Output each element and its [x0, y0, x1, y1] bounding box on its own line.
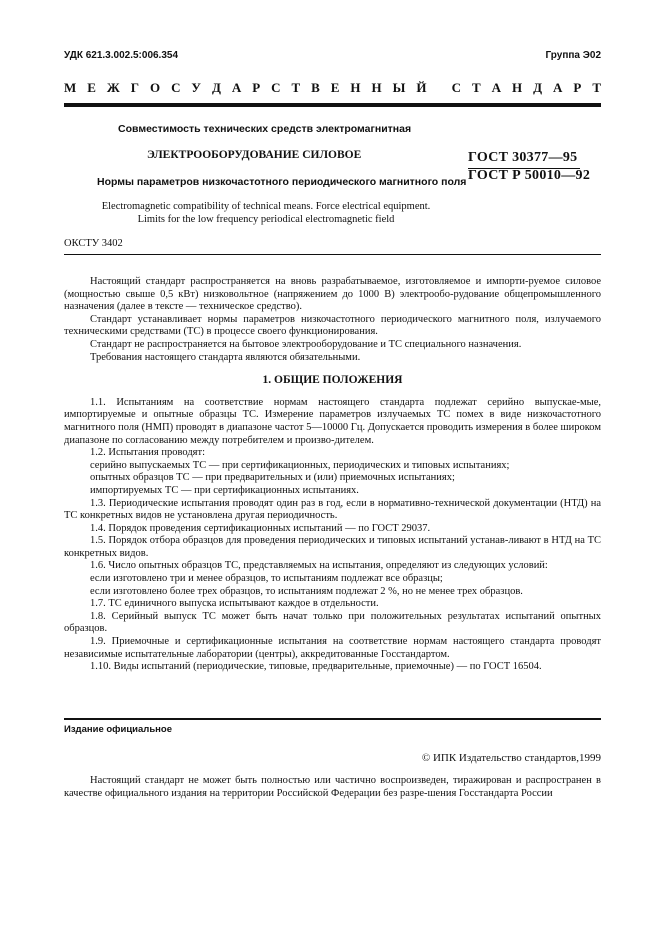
banner-letter: Е [87, 80, 96, 95]
clause-paragraph: импортируемых ТС — при сертификационных испытаниях. [90, 484, 359, 496]
gost-number-2: ГОСТ Р 50010—92 [468, 168, 591, 183]
banner-letter: А [231, 80, 242, 95]
intro-paragraph: Требования настоящего стандарта являются обязательными. [90, 351, 361, 363]
banner-letter: А [553, 80, 563, 95]
gost-number-1: ГОСТ 30377—95 [468, 150, 578, 165]
banner-letter: О [149, 80, 161, 95]
banner-letter: У [191, 80, 201, 95]
english-title-1: Electromagnetic compatibility of technical means. Force electrical equipment. [101, 201, 431, 212]
banner-letter [437, 80, 440, 96]
title-line-2: ЭЛЕКТРООБОРУДОВАНИЕ СИЛОВОЕ [147, 149, 362, 161]
banner-letter: Н [350, 80, 361, 95]
intro-paragraph: Настоящий стандарт распространяется на вновь разрабатываемое, изготовляемое и импорти-руемое силовое (мощностью свыше 0,5 кВт) низковольтное (напряжением до 1000 В) электрообо-рудование общепромышленного назначения (далее в тексте — техническое средство). [64, 276, 601, 313]
banner-letter: Д [533, 80, 543, 95]
copyright-line: © ИПК Издательство стандартов,1999 [421, 752, 601, 764]
banner-letter: Н [371, 80, 382, 95]
banner-letter: М [64, 80, 77, 95]
clause-paragraph: 1.9. Приемочные и сертификационные испытания на соответствие нормам настоящего стандарта проводят независимые испытательные лаборатории (центры), аккредитованные Госстандартом. [64, 636, 601, 660]
clause-paragraph: если изготовлено более трех образцов, то испытаниям подлежат 2 %, но не менее трех образцов. [90, 585, 523, 597]
title-line-1: Совместимость технических средств электромагнитная [118, 123, 412, 135]
banner-letter: С [271, 80, 281, 95]
interstate-standard-banner [64, 80, 601, 96]
banner-letter: С [171, 80, 181, 95]
clause-paragraph: 1.5. Порядок отбора образцов для проведения периодических и типовых испытаний устанав-ливают в НТД на ТС конкретных видов. [64, 535, 601, 559]
banner-letter: Р [252, 80, 261, 95]
header-rule [64, 103, 601, 107]
clause-paragraph: 1.2. Испытания проводят: [90, 447, 205, 459]
title-rule [64, 254, 601, 255]
banner-letter: Н [512, 80, 523, 95]
banner-letter: Т [291, 80, 301, 95]
reproduction-notice: Настоящий стандарт не может быть полностью или частично воспроизведен, тиражирован и распространен в качестве официального издания на территории Российской Федерации без разре-шения Госстандарта России [64, 775, 601, 799]
banner-letter: Ж [106, 80, 120, 95]
banner-letter: Т [592, 80, 601, 95]
udk-code: УДК 621.3.002.5:006.354 [64, 50, 179, 61]
oksty-code: ОКСТУ 3402 [64, 238, 123, 249]
clause-paragraph: 1.7. ТС единичного выпуска испытывают каждое в отдельности. [90, 598, 379, 610]
banner-letter: В [311, 80, 320, 95]
clause-paragraph: опытных образцов ТС — при предварительных и (или) приемочных испытаниях; [90, 472, 455, 484]
footer-rule [64, 718, 601, 720]
clause-paragraph: 1.6. Число опытных образцов ТС, представляемых на испытания, определяют из следующих условий: [90, 560, 548, 572]
banner-letter: Г [130, 80, 139, 95]
clause-paragraph: 1.1. Испытаниям на соответствие нормам настоящего стандарта подлежат серийно выпускае-мые, импортируемые и опытные образцы ТС. Измерение параметров излучаемых ТС помех в виде низкочастотного магнитного поля (НМП) проводят в диапазоне частот 5—10000 Гц. Допускается проводить измерения в более широком диапазоне по согласованию между потребителем и произво-дителем. [64, 396, 601, 446]
clause-paragraph: серийно выпускаемых ТС — при сертификационных, периодических и типовых испытаниях; [90, 459, 510, 471]
clause-paragraph: 1.8. Серийный выпуск ТС может быть начат только при положительных результатах испытаний опытных образцов. [64, 610, 601, 635]
edition-label: Издание официальное [64, 724, 172, 735]
banner-letter: Ы [392, 80, 406, 95]
clause-paragraph: если изготовлено три и менее образцов, то испытаниям подлежат все образцы; [90, 573, 443, 585]
english-title-2: Limits for the low frequency periodical electromagnetic field [137, 214, 395, 225]
banner-letter: Д [211, 80, 221, 95]
section-heading: 1. ОБЩИЕ ПОЛОЖЕНИЯ [262, 374, 403, 387]
clause-paragraph: 1.10. Виды испытаний (периодические, типовые, предварительные, приемочные) — по ГОСТ 16504. [90, 661, 542, 673]
banner-letter: Е [330, 80, 340, 95]
intro-paragraph: Стандарт не распространяется на бытовое электрооборудование и ТС специального назначения. [90, 338, 522, 350]
banner-letter: А [491, 80, 502, 95]
intro-paragraph: Стандарт устанавливает нормы параметров низкочастотного периодического магнитного поля, излучаемого техническими средствами (ТС) в процессе своего функционирования. [64, 313, 601, 338]
title-line-3: Нормы параметров низкочастотного периодического магнитного поля [97, 176, 467, 188]
clause-paragraph: 1.4. Порядок проведения сертификационных испытаний — по ГОСТ 29037. [90, 522, 431, 534]
banner-letter: С [451, 80, 462, 95]
banner-letter: Т [472, 80, 481, 95]
document-body [64, 276, 601, 674]
clause-paragraph: 1.3. Периодические испытания проводят один раз в год, если в нормативно-технической документации (НТД) на ТС конкретных видов не установлена другая периодичность. [64, 497, 601, 522]
banner-letter: Р [573, 80, 582, 95]
group-code: Группа Э02 [545, 50, 601, 61]
banner-letter: Й [416, 80, 427, 95]
